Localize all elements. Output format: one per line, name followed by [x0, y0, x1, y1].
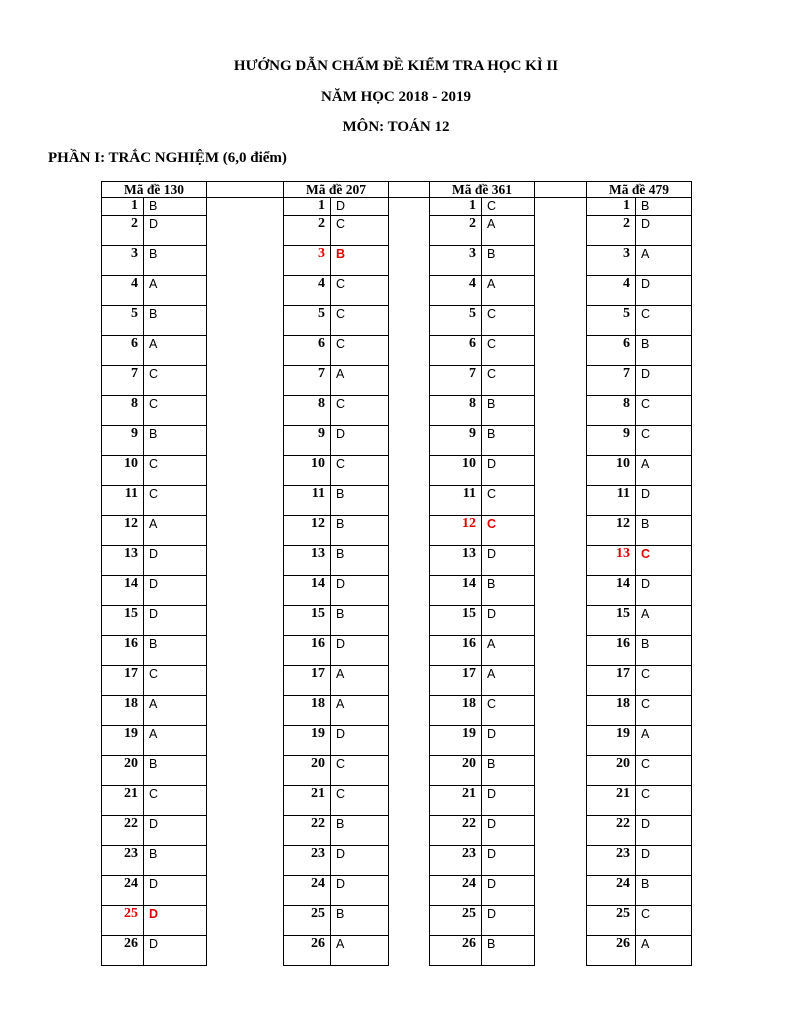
answer-cell: D — [144, 216, 207, 246]
answer-cell: B — [331, 606, 389, 636]
answer-cell: B — [144, 756, 207, 786]
question-number: 25 — [284, 906, 331, 936]
answer-cell: B — [331, 546, 389, 576]
answer-cell: B — [636, 516, 692, 546]
answer-cell: C — [636, 786, 692, 816]
question-number: 3 — [587, 246, 636, 276]
question-number: 23 — [430, 846, 482, 876]
answer-cell: A — [144, 726, 207, 756]
answer-cell: B — [144, 198, 207, 216]
table-row — [102, 696, 692, 726]
answer-cell: C — [636, 696, 692, 726]
answer-cell: D — [482, 546, 535, 576]
answer-cell: C — [331, 306, 389, 336]
question-number: 4 — [102, 276, 144, 306]
answer-cell: B — [482, 396, 535, 426]
question-number: 1 — [284, 198, 331, 216]
table-row — [102, 726, 692, 756]
question-number: 26 — [430, 936, 482, 966]
code-header: Mã đề 479 — [587, 182, 692, 198]
table-row — [102, 666, 692, 696]
question-number: 26 — [102, 936, 144, 966]
table-row — [102, 306, 692, 336]
question-number: 25 — [102, 906, 144, 936]
answer-cell: D — [144, 576, 207, 606]
answer-cell: A — [331, 366, 389, 396]
document-title: HƯỚNG DẪN CHẤM ĐỀ KIỂM TRA HỌC KÌ II — [233, 58, 559, 74]
answer-cell: C — [144, 486, 207, 516]
table-row — [102, 816, 692, 846]
answer-cell: C — [636, 906, 692, 936]
question-number: 14 — [587, 576, 636, 606]
answer-key-table — [101, 181, 692, 966]
question-number: 9 — [430, 426, 482, 456]
section-title: PHẦN I: TRẮC NGHIỆM (6,0 điểm) — [48, 150, 287, 166]
table-row — [102, 486, 692, 516]
table-row — [102, 756, 692, 786]
answer-cell: D — [144, 816, 207, 846]
answer-cell: D — [636, 276, 692, 306]
question-number: 12 — [284, 516, 331, 546]
answer-cell: C — [331, 216, 389, 246]
question-number: 24 — [102, 876, 144, 906]
answer-cell: D — [636, 486, 692, 516]
table-row — [102, 396, 692, 426]
answer-cell: C — [636, 546, 692, 576]
question-number: 19 — [102, 726, 144, 756]
question-number: 3 — [102, 246, 144, 276]
question-number: 10 — [430, 456, 482, 486]
answer-cell: B — [144, 636, 207, 666]
question-number: 7 — [102, 366, 144, 396]
question-number: 26 — [284, 936, 331, 966]
answer-cell: D — [482, 726, 535, 756]
question-number: 21 — [587, 786, 636, 816]
answer-cell: D — [331, 876, 389, 906]
question-number: 1 — [102, 198, 144, 216]
answer-cell: D — [482, 816, 535, 846]
answer-cell: A — [331, 696, 389, 726]
question-number: 13 — [102, 546, 144, 576]
table-row — [102, 846, 692, 876]
table-row — [102, 426, 692, 456]
question-number: 24 — [587, 876, 636, 906]
table-row — [102, 606, 692, 636]
question-number: 26 — [587, 936, 636, 966]
answer-cell: B — [482, 426, 535, 456]
answer-cell: C — [482, 306, 535, 336]
code-header: Mã đề 130 — [102, 182, 207, 198]
question-number: 19 — [430, 726, 482, 756]
code-header: Mã đề 207 — [284, 182, 389, 198]
question-number: 14 — [102, 576, 144, 606]
question-number: 18 — [587, 696, 636, 726]
question-number: 15 — [102, 606, 144, 636]
question-number: 1 — [587, 198, 636, 216]
table-row — [102, 936, 692, 966]
answer-cell: B — [331, 906, 389, 936]
question-number: 7 — [284, 366, 331, 396]
question-number: 11 — [284, 486, 331, 516]
answer-cell: C — [482, 198, 535, 216]
answer-cell: D — [331, 426, 389, 456]
question-number: 7 — [587, 366, 636, 396]
answer-cell: B — [482, 756, 535, 786]
table-row — [102, 456, 692, 486]
question-number: 25 — [587, 906, 636, 936]
question-number: 8 — [102, 396, 144, 426]
answer-cell: C — [482, 336, 535, 366]
question-number: 17 — [284, 666, 331, 696]
question-number: 18 — [102, 696, 144, 726]
question-number: 20 — [430, 756, 482, 786]
question-number: 13 — [430, 546, 482, 576]
answer-cell: A — [482, 636, 535, 666]
answer-cell: C — [482, 366, 535, 396]
question-number: 9 — [102, 426, 144, 456]
table-row — [102, 576, 692, 606]
question-number: 2 — [284, 216, 331, 246]
answer-cell: B — [331, 486, 389, 516]
answer-cell: A — [144, 696, 207, 726]
answer-cell: B — [636, 336, 692, 366]
question-number: 15 — [284, 606, 331, 636]
answer-cell: C — [144, 666, 207, 696]
question-number: 23 — [284, 846, 331, 876]
question-number: 20 — [587, 756, 636, 786]
answer-cell: D — [331, 576, 389, 606]
question-number: 11 — [102, 486, 144, 516]
answer-cell: A — [144, 276, 207, 306]
answer-cell: D — [144, 606, 207, 636]
question-number: 18 — [284, 696, 331, 726]
answer-cell: D — [636, 816, 692, 846]
answer-cell: B — [636, 876, 692, 906]
answer-cell: D — [144, 936, 207, 966]
answer-cell: A — [144, 336, 207, 366]
question-number: 22 — [102, 816, 144, 846]
answer-cell: C — [331, 756, 389, 786]
table-row — [102, 336, 692, 366]
answer-cell: B — [144, 246, 207, 276]
answer-cell: D — [331, 636, 389, 666]
question-number: 11 — [587, 486, 636, 516]
question-number: 10 — [587, 456, 636, 486]
question-number: 16 — [284, 636, 331, 666]
answer-cell: A — [331, 936, 389, 966]
question-number: 1 — [430, 198, 482, 216]
answer-cell: C — [636, 666, 692, 696]
answer-cell: B — [144, 846, 207, 876]
question-number: 25 — [430, 906, 482, 936]
answer-cell: C — [636, 396, 692, 426]
question-number: 23 — [102, 846, 144, 876]
answer-cell: A — [636, 606, 692, 636]
answer-cell: D — [331, 726, 389, 756]
question-number: 22 — [284, 816, 331, 846]
answer-cell: D — [331, 846, 389, 876]
table-row — [102, 366, 692, 396]
answer-cell: A — [636, 726, 692, 756]
answer-cell: C — [331, 456, 389, 486]
answer-cell: C — [636, 306, 692, 336]
question-number: 3 — [284, 246, 331, 276]
answer-cell: B — [331, 246, 389, 276]
answer-cell: B — [331, 516, 389, 546]
question-number: 9 — [284, 426, 331, 456]
answer-cell: A — [482, 216, 535, 246]
question-number: 12 — [430, 516, 482, 546]
question-number: 14 — [284, 576, 331, 606]
answer-cell: A — [482, 666, 535, 696]
answer-cell: C — [636, 426, 692, 456]
table-row — [102, 246, 692, 276]
answer-cell: D — [144, 906, 207, 936]
question-number: 19 — [587, 726, 636, 756]
table-row — [102, 786, 692, 816]
question-number: 2 — [587, 216, 636, 246]
question-number: 12 — [102, 516, 144, 546]
answer-cell: C — [144, 456, 207, 486]
answer-cell: D — [144, 876, 207, 906]
answer-cell: B — [636, 636, 692, 666]
question-number: 24 — [430, 876, 482, 906]
question-number: 13 — [587, 546, 636, 576]
question-number: 16 — [587, 636, 636, 666]
answer-cell: D — [636, 846, 692, 876]
question-number: 14 — [430, 576, 482, 606]
answer-cell: D — [636, 216, 692, 246]
question-number: 24 — [284, 876, 331, 906]
answer-cell: D — [482, 456, 535, 486]
question-number: 12 — [587, 516, 636, 546]
question-number: 21 — [430, 786, 482, 816]
question-number: 7 — [430, 366, 482, 396]
question-number: 5 — [102, 306, 144, 336]
question-number: 5 — [284, 306, 331, 336]
question-number: 19 — [284, 726, 331, 756]
answer-cell: C — [331, 396, 389, 426]
answer-cell: D — [636, 576, 692, 606]
question-number: 22 — [587, 816, 636, 846]
answer-cell: C — [482, 486, 535, 516]
question-number: 11 — [430, 486, 482, 516]
question-number: 6 — [102, 336, 144, 366]
answer-cell: D — [482, 876, 535, 906]
question-number: 15 — [587, 606, 636, 636]
answer-cell: D — [144, 546, 207, 576]
question-number: 10 — [284, 456, 331, 486]
school-year: NĂM HỌC 2018 - 2019 — [321, 89, 471, 105]
question-number: 13 — [284, 546, 331, 576]
question-number: 20 — [102, 756, 144, 786]
answer-cell: D — [331, 198, 389, 216]
question-number: 2 — [102, 216, 144, 246]
question-number: 17 — [102, 666, 144, 696]
answer-cell: D — [482, 606, 535, 636]
answer-cell: B — [144, 306, 207, 336]
answer-cell: C — [331, 276, 389, 306]
question-number: 21 — [284, 786, 331, 816]
question-number: 4 — [284, 276, 331, 306]
answer-cell: B — [482, 936, 535, 966]
answer-cell: B — [482, 576, 535, 606]
answer-cell: A — [144, 516, 207, 546]
table-row — [102, 906, 692, 936]
question-number: 8 — [284, 396, 331, 426]
answer-cell: A — [636, 246, 692, 276]
question-number: 17 — [430, 666, 482, 696]
table-row — [102, 546, 692, 576]
subject: MÔN: TOÁN 12 — [342, 119, 450, 135]
question-number: 10 — [102, 456, 144, 486]
table-row — [102, 636, 692, 666]
answer-cell: D — [482, 906, 535, 936]
question-number: 8 — [430, 396, 482, 426]
answer-cell: C — [636, 756, 692, 786]
question-number: 2 — [430, 216, 482, 246]
answer-cell: D — [482, 846, 535, 876]
answer-cell: B — [331, 816, 389, 846]
code-header-row — [102, 182, 692, 198]
answer-cell: D — [636, 366, 692, 396]
answer-cell: B — [144, 426, 207, 456]
question-number: 8 — [587, 396, 636, 426]
answer-cell: B — [636, 198, 692, 216]
question-number: 20 — [284, 756, 331, 786]
answer-cell: C — [144, 396, 207, 426]
question-number: 16 — [102, 636, 144, 666]
question-number: 21 — [102, 786, 144, 816]
question-number: 6 — [587, 336, 636, 366]
answer-cell: C — [144, 366, 207, 396]
question-number: 4 — [587, 276, 636, 306]
question-number: 16 — [430, 636, 482, 666]
question-number: 17 — [587, 666, 636, 696]
table-row — [102, 216, 692, 246]
code-header: Mã đề 361 — [430, 182, 535, 198]
question-number: 18 — [430, 696, 482, 726]
answer-cell: C — [482, 696, 535, 726]
table-row — [102, 198, 692, 216]
answer-cell: A — [636, 936, 692, 966]
question-number: 5 — [430, 306, 482, 336]
answer-cell: A — [482, 276, 535, 306]
answer-cell: B — [482, 246, 535, 276]
question-number: 23 — [587, 846, 636, 876]
answer-cell: C — [331, 336, 389, 366]
answer-cell: C — [331, 786, 389, 816]
table-row — [102, 276, 692, 306]
question-number: 22 — [430, 816, 482, 846]
question-number: 6 — [430, 336, 482, 366]
question-number: 15 — [430, 606, 482, 636]
table-row — [102, 876, 692, 906]
answer-cell: D — [482, 786, 535, 816]
table-row — [102, 516, 692, 546]
answer-cell: A — [331, 666, 389, 696]
question-number: 3 — [430, 246, 482, 276]
answer-cell: C — [482, 516, 535, 546]
question-number: 4 — [430, 276, 482, 306]
question-number: 9 — [587, 426, 636, 456]
answer-cell: A — [636, 456, 692, 486]
question-number: 5 — [587, 306, 636, 336]
answer-cell: C — [144, 786, 207, 816]
question-number: 6 — [284, 336, 331, 366]
